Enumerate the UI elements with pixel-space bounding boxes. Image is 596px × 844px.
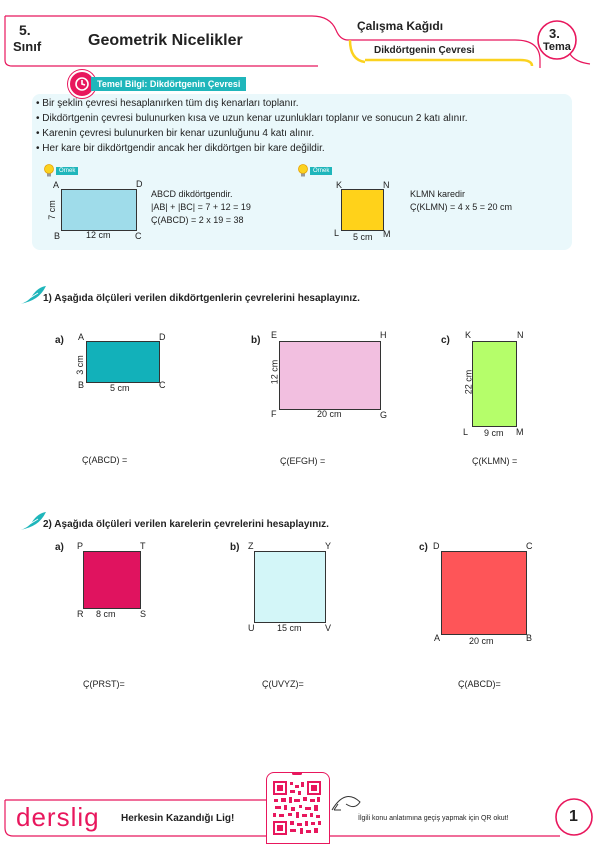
- example-rectangle: [61, 189, 137, 231]
- item-label: a): [55, 335, 64, 346]
- qr-code-icon[interactable]: [272, 780, 322, 836]
- side-length-label: 5 cm: [110, 383, 130, 393]
- qr-tab: [292, 772, 302, 775]
- corner-label: G: [380, 410, 388, 420]
- corner-label: L: [334, 228, 340, 238]
- item-label: a): [55, 542, 64, 553]
- answer-label: Ç(KLMN) =: [472, 456, 518, 466]
- side-length-label: 9 cm: [484, 428, 504, 438]
- slogan: Herkesin Kazandığı Lig!: [121, 813, 235, 824]
- example-square: [341, 189, 384, 231]
- item-label: b): [251, 335, 261, 346]
- theme-label: Tema: [543, 41, 571, 53]
- corner-label: B: [54, 231, 61, 241]
- corner-label: D: [136, 179, 143, 189]
- example-line: |AB| + |BC| = 7 + 12 = 19: [151, 202, 251, 212]
- corner-label: L: [463, 427, 469, 437]
- topic-label: Dikdörtgenin Çevresi: [374, 45, 475, 56]
- corner-label: F: [271, 409, 277, 419]
- page-title: Geometrik Nicelikler: [88, 32, 243, 49]
- side-length-label: 12 cm: [269, 359, 280, 385]
- square-uvyz: [254, 551, 326, 623]
- rectangle-klmn: [472, 341, 517, 427]
- info-bullet: • Karenin çevresi bulunurken bir kenar uzunluğunu 4 katı alınır.: [36, 128, 315, 139]
- answer-label: Ç(ABCD) =: [82, 455, 128, 465]
- corner-label: D: [433, 541, 440, 551]
- info-bullet: • Bir şeklin çevresi hesaplanırken tüm dış kenarları toplanır.: [36, 98, 299, 109]
- side-length-label: 22 cm: [463, 369, 474, 395]
- corner-label: M: [383, 229, 391, 239]
- question-1-title: 1) Aşağıda ölçüleri verilen dikdörtgenlerin çevrelerini hesaplayınız.: [43, 293, 360, 304]
- answer-label: Ç(ABCD)=: [458, 679, 501, 689]
- grade-number: 5.: [19, 22, 31, 38]
- corner-label: R: [77, 609, 84, 619]
- example-badge: Örnek: [310, 167, 332, 175]
- example-line: KLMN karedir: [410, 189, 466, 199]
- corner-label: K: [336, 180, 343, 190]
- rectangle-abcd: [86, 341, 160, 383]
- side-length-label: 8 cm: [96, 609, 116, 619]
- info-bullet: • Dikdörtgenin çevresi bulunurken kısa ve uzun kenar uzunlukları toplanır ve sonucun 2 katı alınır.: [36, 113, 468, 124]
- corner-label: Z: [248, 541, 254, 551]
- side-length-label: 20 cm: [317, 409, 342, 419]
- corner-label: B: [526, 633, 533, 643]
- corner-label: C: [159, 380, 166, 390]
- example-line: Ç(KLMN) = 4 x 5 = 20 cm: [410, 202, 513, 212]
- lightbulb-icon: [297, 164, 309, 178]
- rectangle-efgh: [279, 341, 381, 410]
- side-length-label: 15 cm: [277, 623, 302, 633]
- corner-label: C: [135, 231, 142, 241]
- example-badge: Örnek: [56, 167, 78, 175]
- corner-label: D: [159, 332, 166, 342]
- corner-label: A: [53, 180, 60, 190]
- lightbulb-icon: [43, 164, 55, 178]
- example-line: Ç(ABCD) = 2 x 19 = 38: [151, 215, 244, 225]
- question-2-title: 2) Aşağıda ölçüleri verilen karelerin çevrelerini hesaplayınız.: [43, 519, 329, 530]
- corner-label: U: [248, 623, 255, 633]
- info-bullet: • Her kare bir dikdörtgendir ancak her dikdörtgen bir kare değildir.: [36, 143, 325, 154]
- derslig-logo: derslig: [16, 802, 100, 832]
- corner-label: K: [465, 330, 472, 340]
- worksheet-label: Çalışma Kağıdı: [357, 19, 444, 33]
- corner-label: H: [380, 330, 387, 340]
- corner-label: M: [516, 427, 524, 437]
- corner-label: B: [78, 380, 85, 390]
- answer-label: Ç(EFGH) =: [280, 456, 326, 466]
- corner-label: Y: [325, 541, 332, 551]
- corner-label: N: [517, 330, 524, 340]
- theme-number: 3.: [549, 26, 560, 41]
- item-label: c): [419, 542, 428, 553]
- side-length-label: 12 cm: [86, 230, 111, 240]
- answer-label: Ç(UVYZ)=: [262, 679, 304, 689]
- corner-label: E: [271, 330, 278, 340]
- example-line: ABCD dikdörtgendir.: [151, 189, 233, 199]
- corner-label: A: [78, 332, 85, 342]
- corner-label: S: [140, 609, 147, 619]
- page-number: 1: [569, 808, 578, 825]
- side-length-label: 5 cm: [353, 232, 373, 242]
- side-length-label: 3 cm: [74, 355, 85, 375]
- corner-label: V: [325, 623, 332, 633]
- square-prst: [83, 551, 141, 609]
- square-abcd: [441, 551, 527, 635]
- item-label: b): [230, 542, 240, 553]
- side-length-label: 7 cm: [46, 200, 57, 220]
- corner-label: A: [434, 633, 441, 643]
- grade-label: Sınıf: [13, 39, 42, 54]
- item-label: c): [441, 335, 450, 346]
- info-heading: Temel Bilgi: Dikdörtgenin Çevresi: [91, 77, 246, 91]
- answer-label: Ç(PRST)=: [83, 679, 125, 689]
- corner-label: N: [383, 180, 390, 190]
- side-length-label: 20 cm: [469, 636, 494, 646]
- corner-label: P: [77, 541, 84, 551]
- corner-label: C: [526, 541, 533, 551]
- qr-hint: İlgili konu anlatımına geçiş yapmak için QR okut!: [358, 815, 509, 822]
- corner-label: T: [140, 541, 146, 551]
